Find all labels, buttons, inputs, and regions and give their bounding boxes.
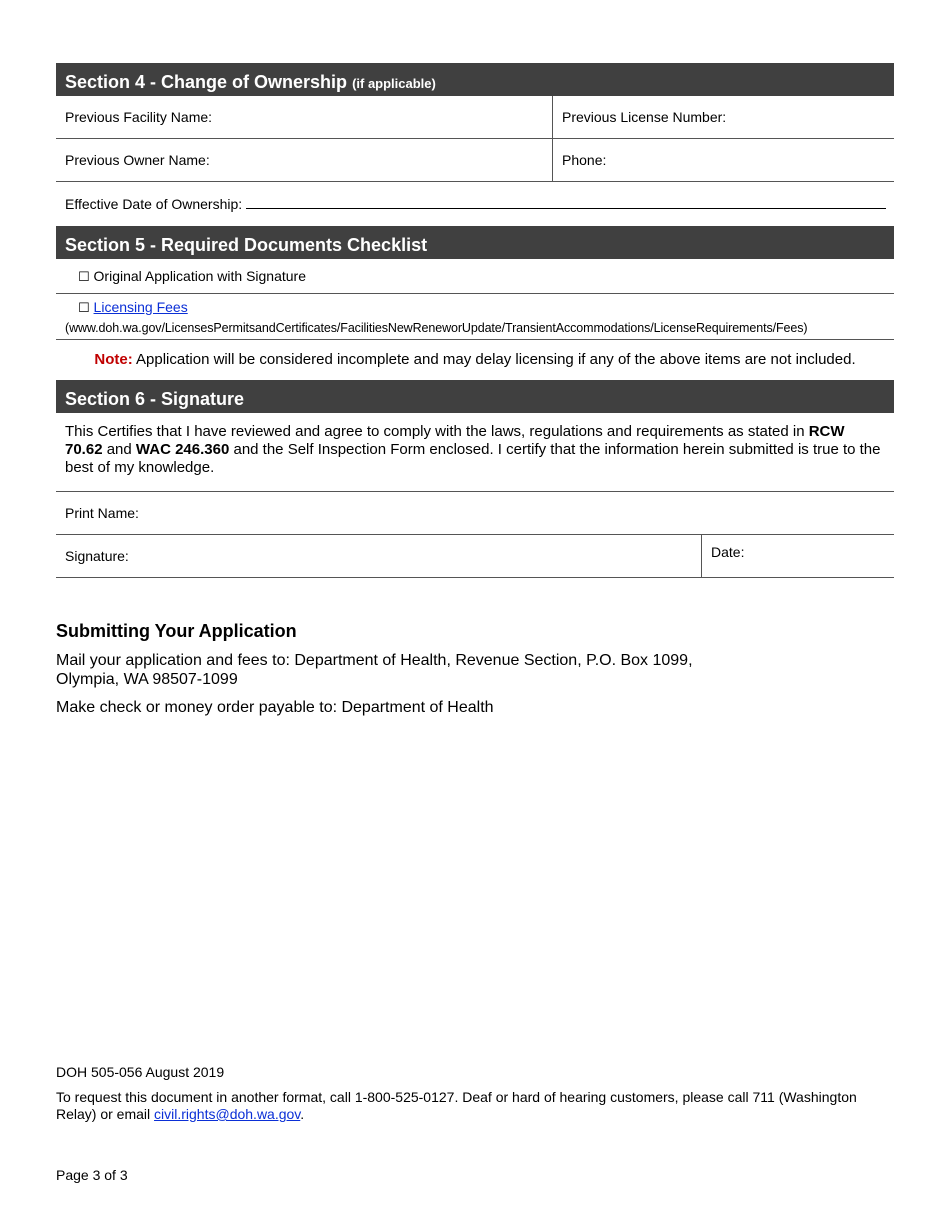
form-code: DOH 505-056 August 2019 xyxy=(56,1064,225,1080)
checklist-item-original-application-label: Original Application with Signature xyxy=(93,268,307,284)
signature-row xyxy=(56,535,894,578)
previous-owner-row xyxy=(56,139,894,182)
mailing-instructions xyxy=(56,651,896,689)
wac-reference: WAC 246.360 xyxy=(135,441,230,458)
print-name-row xyxy=(56,492,894,535)
previous-facility-row xyxy=(56,96,894,139)
section-6-header xyxy=(56,380,894,413)
note-label: Note: xyxy=(94,351,133,368)
print-name-label: Print Name: xyxy=(65,505,139,521)
note-text: Application will be considered incomplete and may delay licensing if any of the above items are not included. xyxy=(136,351,856,368)
signature-field[interactable] xyxy=(56,535,701,577)
previous-license-number-field[interactable] xyxy=(552,96,894,138)
previous-facility-name-label: Previous Facility Name: xyxy=(65,109,213,125)
certify-text-2: and the Self Inspection Form enclosed. I certify that the information herein submitted is true to the best of my knowledge. xyxy=(65,441,881,476)
effective-date-label: Effective Date of Ownership: xyxy=(65,196,243,212)
previous-license-number-label: Previous License Number: xyxy=(562,109,727,125)
form-body xyxy=(56,63,894,578)
licensing-fees-link[interactable]: Licensing Fees xyxy=(93,299,188,315)
certify-text-1: This Certifies that I have reviewed and agree to comply with the laws, regulations and requirements as stated in xyxy=(65,423,809,440)
submitting-heading: Submitting Your Application xyxy=(56,621,297,641)
section-5-title: Section 5 - Required Documents Checklist xyxy=(65,235,428,255)
accessibility-request xyxy=(56,1089,896,1123)
submitting-section xyxy=(56,621,896,726)
mail-line-2: Olympia, WA 98507-1099 xyxy=(56,671,238,688)
certify-text-and: and xyxy=(102,441,136,458)
phone-label: Phone: xyxy=(562,152,607,168)
checklist-item-licensing-fees xyxy=(56,294,894,340)
page-number: Page 3 of 3 xyxy=(56,1167,128,1183)
licensing-fees-url: (www.doh.wa.gov/LicensesPermitsandCertificates/FacilitiesNewReneworUpdate/TransientAccommodations/LicenseRequirements/Fees) xyxy=(65,321,808,335)
previous-facility-name-field[interactable] xyxy=(56,96,552,138)
print-name-field[interactable] xyxy=(56,492,894,534)
request-text: To request this document in another format, call 1-800-525-0127. Deaf or hard of hearing customers, please call 711 (Washington Relay) or email xyxy=(56,1089,857,1122)
signature-label: Signature: xyxy=(65,548,129,564)
rcw-reference: RCW 70.62 xyxy=(65,423,845,458)
effective-date-row xyxy=(56,182,894,226)
date-label: Date: xyxy=(711,544,745,560)
checklist-note xyxy=(56,340,894,380)
date-field[interactable] xyxy=(701,535,894,577)
previous-owner-name-field[interactable] xyxy=(56,139,552,181)
mail-line-1: Mail your application and fees to: Department of Health, Revenue Section, P.O. Box 1099, xyxy=(56,652,693,669)
phone-field[interactable] xyxy=(552,139,894,181)
payable-to: Make check or money order payable to: Department of Health xyxy=(56,699,494,716)
section-4-header xyxy=(56,63,894,96)
request-period: . xyxy=(300,1106,305,1122)
civil-rights-email-link[interactable]: civil.rights@doh.wa.gov xyxy=(154,1106,301,1122)
certification-statement xyxy=(56,413,894,492)
section-6-title: Section 6 - Signature xyxy=(65,389,245,409)
previous-owner-name-label: Previous Owner Name: xyxy=(65,152,210,168)
checklist-item-original-application xyxy=(56,259,894,294)
section-4-title: Section 4 - Change of Ownership xyxy=(65,72,348,92)
footer xyxy=(56,1064,896,1123)
checkbox-licensing-fees[interactable]: ☐ xyxy=(78,301,90,316)
effective-date-field[interactable] xyxy=(246,194,886,209)
checkbox-original-application[interactable]: ☐ xyxy=(78,270,90,285)
section-4-subtitle: (if applicable) xyxy=(352,76,436,91)
section-5-header xyxy=(56,226,894,259)
